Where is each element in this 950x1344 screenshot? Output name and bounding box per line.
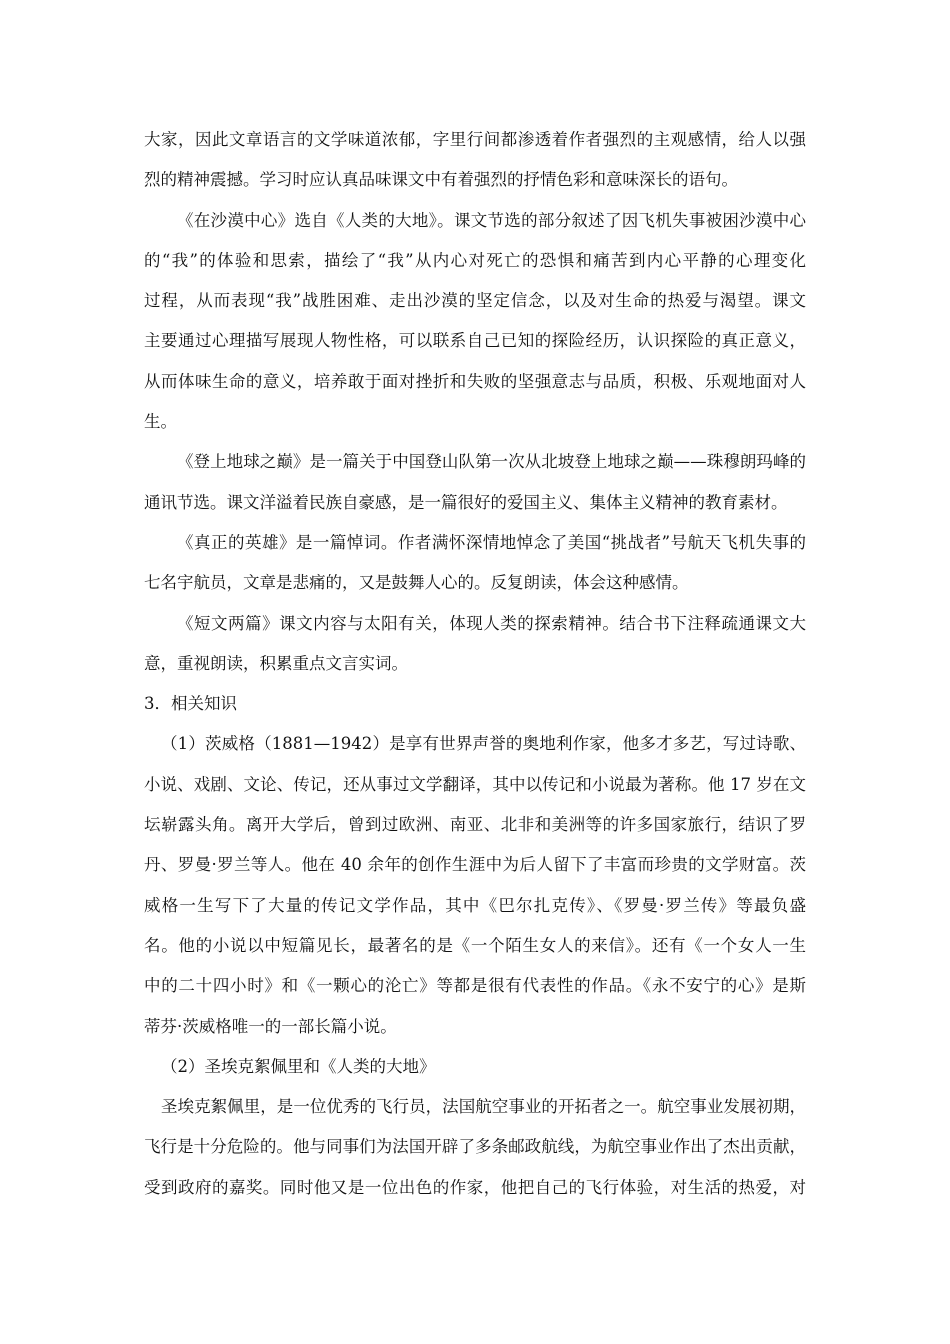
- paragraph-line: 生。: [144, 412, 177, 432]
- paragraph-line: 小说、戏剧、文论、传记，还从事过文学翻译，其中以传记和小说最为著称。他 17 岁在文: [144, 774, 806, 794]
- paragraph-line: （1）茨威格（1881—1942）是享有世界声誉的奥地利作家，他多才多艺，写过诗歌、: [161, 734, 806, 754]
- paragraph-line: 蒂芬·茨威格唯一的一部长篇小说。: [144, 1016, 397, 1036]
- paragraph-line: 威格一生写下了大量的传记文学作品，其中《巴尔扎克传》、《罗曼·罗兰传》等最负盛: [144, 895, 806, 915]
- paragraph-line: 从而体味生命的意义，培养敢于面对挫折和失败的坚强意志与品质，积极、乐观地面对人: [144, 371, 806, 391]
- paragraph-line: 《真正的英雄》是一篇悼词。作者满怀深情地悼念了美国“挑战者”号航天飞机失事的: [177, 532, 806, 552]
- document-body: [144, 120, 806, 1208]
- paragraph-line: 飞行是十分危险的。他与同事们为法国开辟了多条邮政航线，为航空事业作出了杰出贡献，: [144, 1137, 806, 1157]
- paragraph-line: 七名宇航员，文章是悲痛的，又是鼓舞人心的。反复朗读，体会这种感情。: [144, 573, 689, 593]
- paragraph-line: 丹、罗曼·罗兰等人。他在 40 余年的创作生涯中为后人留下了丰富而珍贵的文学财富。茨: [144, 855, 806, 875]
- paragraph-line: 意，重视朗读，积累重点文言实词。: [144, 653, 408, 673]
- paragraph-line: 过程，从而表现“我”战胜困难、走出沙漠的坚定信念，以及对生命的热爱与渴望。课文: [144, 291, 806, 311]
- paragraph-line: 圣埃克絮佩里，是一位优秀的飞行员，法国航空事业的开拓者之一。航空事业发展初期，: [161, 1097, 806, 1117]
- paragraph-line: 的“我”的体验和思索，描绘了“我”从内心对死亡的恐惧和痛苦到内心平静的心理变化: [144, 250, 806, 270]
- section-heading: 3．相关知识: [144, 694, 237, 714]
- paragraph-line: 坛崭露头角。离开大学后，曾到过欧洲、南亚、北非和美洲等的许多国家旅行，结识了罗: [144, 815, 806, 835]
- paragraph-line: 《在沙漠中心》选自《人类的大地》。课文节选的部分叙述了因飞机失事被困沙漠中心: [177, 210, 806, 230]
- paragraph-line: 名。他的小说以中短篇见长，最著名的是《一个陌生女人的来信》。还有《一个女人一生: [144, 935, 806, 955]
- paragraph-line: 通讯节选。课文洋溢着民族自豪感，是一篇很好的爱国主义、集体主义精神的教育素材。: [144, 492, 788, 512]
- paragraph-line: 主要通过心理描写展现人物性格，可以联系自己已知的探险经历，认识探险的真正意义，: [144, 331, 806, 351]
- paragraph-line: 《登上地球之巅》是一篇关于中国登山队第一次从北坡登上地球之巅——珠穆朗玛峰的: [177, 452, 806, 472]
- paragraph-line: 中的二十四小时》和《一颗心的沦亡》等都是很有代表性的作品。《永不安宁的心》是斯: [144, 976, 806, 996]
- paragraph-line: 《短文两篇》课文内容与太阳有关，体现人类的探索精神。结合书下注释疏通课文大: [177, 613, 806, 633]
- paragraph-line: 烈的精神震撼。学习时应认真品味课文中有着强烈的抒情色彩和意味深长的语句。: [144, 170, 738, 190]
- paragraph-line: 受到政府的嘉奖。同时他又是一位出色的作家，他把自己的飞行体验，对生活的热爱，对: [144, 1177, 806, 1197]
- subsection-heading: （2）圣埃克絮佩里和《人类的大地》: [161, 1056, 436, 1076]
- paragraph-line: 大家，因此文章语言的文学味道浓郁，字里行间都渗透着作者强烈的主观感情，给人以强: [144, 130, 806, 149]
